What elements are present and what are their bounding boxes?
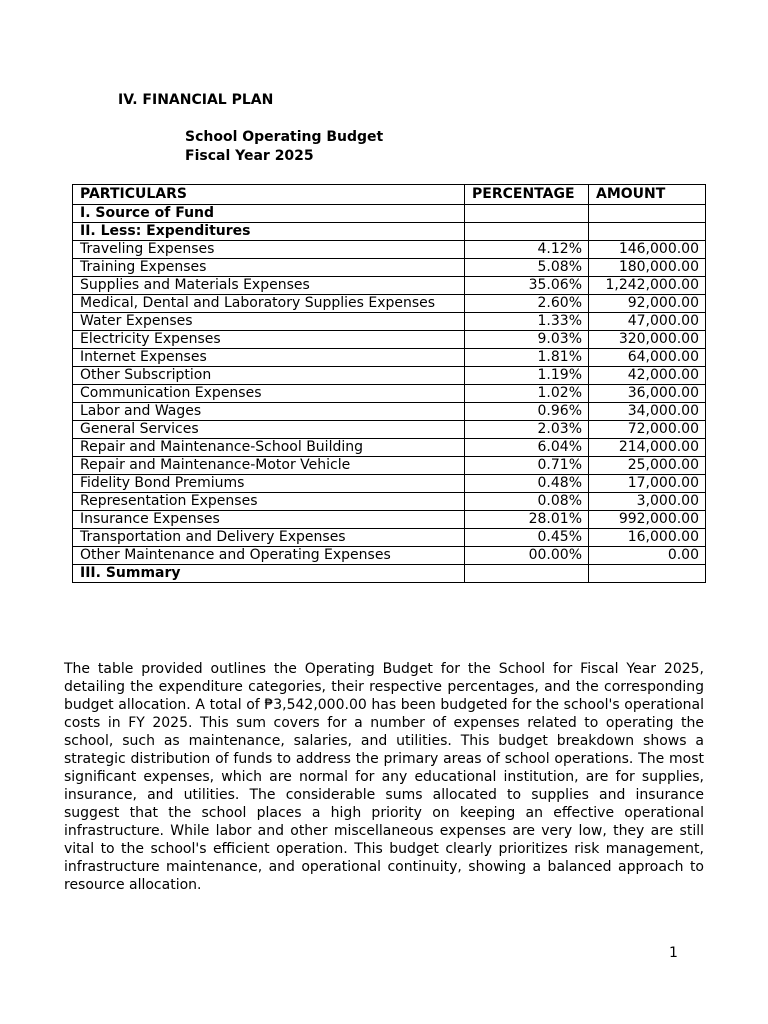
cell-particulars: II. Less: Expenditures [73, 223, 465, 241]
table-row [73, 349, 706, 367]
cell-amount: 47,000.00 [589, 313, 706, 331]
cell-percentage: 0.08% [465, 493, 589, 511]
cell-amount: 92,000.00 [589, 295, 706, 313]
cell-percentage [465, 205, 589, 223]
cell-amount: 64,000.00 [589, 349, 706, 367]
cell-amount: 320,000.00 [589, 331, 706, 349]
table-row [73, 223, 706, 241]
table-row [73, 493, 706, 511]
cell-percentage [465, 223, 589, 241]
table-row [73, 259, 706, 277]
cell-particulars: Medical, Dental and Laboratory Supplies Expenses [73, 295, 465, 313]
table-row [73, 295, 706, 313]
table-row [73, 421, 706, 439]
cell-particulars: Internet Expenses [73, 349, 465, 367]
cell-percentage: 0.71% [465, 457, 589, 475]
table-row [73, 439, 706, 457]
table-row [73, 367, 706, 385]
table-header-row [73, 185, 706, 205]
budget-table [72, 184, 706, 583]
table-row [73, 205, 706, 223]
cell-amount: 1,242,000.00 [589, 277, 706, 295]
table-body [73, 205, 706, 583]
cell-particulars: Training Expenses [73, 259, 465, 277]
cell-percentage: 35.06% [465, 277, 589, 295]
cell-particulars: Repair and Maintenance-School Building [73, 439, 465, 457]
cell-amount: 16,000.00 [589, 529, 706, 547]
cell-percentage [465, 565, 589, 583]
cell-particulars: Repair and Maintenance-Motor Vehicle [73, 457, 465, 475]
table-row [73, 385, 706, 403]
cell-particulars: Supplies and Materials Expenses [73, 277, 465, 295]
cell-percentage: 1.19% [465, 367, 589, 385]
cell-particulars: Fidelity Bond Premiums [73, 475, 465, 493]
table-row [73, 277, 706, 295]
table-row [73, 511, 706, 529]
header-percentage: PERCENTAGE [465, 185, 589, 205]
header-amount: AMOUNT [589, 185, 706, 205]
section-heading: IV. FINANCIAL PLAN [118, 92, 274, 108]
header-particulars: PARTICULARS [73, 185, 465, 205]
cell-percentage: 0.48% [465, 475, 589, 493]
fiscal-year: Fiscal Year 2025 [185, 148, 314, 164]
table-row [73, 529, 706, 547]
cell-amount: 180,000.00 [589, 259, 706, 277]
cell-amount: 3,000.00 [589, 493, 706, 511]
budget-title: School Operating Budget [185, 129, 384, 145]
cell-percentage: 1.33% [465, 313, 589, 331]
cell-percentage: 2.03% [465, 421, 589, 439]
cell-amount: 42,000.00 [589, 367, 706, 385]
table-row [73, 331, 706, 349]
table-row [73, 547, 706, 565]
cell-amount [589, 565, 706, 583]
cell-percentage: 1.02% [465, 385, 589, 403]
cell-particulars: I. Source of Fund [73, 205, 465, 223]
cell-percentage: 0.96% [465, 403, 589, 421]
table-row [73, 565, 706, 583]
cell-amount: 36,000.00 [589, 385, 706, 403]
cell-percentage: 00.00% [465, 547, 589, 565]
cell-amount: 34,000.00 [589, 403, 706, 421]
cell-percentage: 4.12% [465, 241, 589, 259]
cell-percentage: 0.45% [465, 529, 589, 547]
cell-percentage: 5.08% [465, 259, 589, 277]
cell-percentage: 28.01% [465, 511, 589, 529]
cell-particulars: Insurance Expenses [73, 511, 465, 529]
table-row [73, 241, 706, 259]
cell-amount: 0.00 [589, 547, 706, 565]
cell-particulars: Traveling Expenses [73, 241, 465, 259]
cell-percentage: 6.04% [465, 439, 589, 457]
cell-particulars: Water Expenses [73, 313, 465, 331]
cell-particulars: Other Subscription [73, 367, 465, 385]
cell-particulars: Other Maintenance and Operating Expenses [73, 547, 465, 565]
cell-amount: 25,000.00 [589, 457, 706, 475]
cell-amount: 214,000.00 [589, 439, 706, 457]
table-row [73, 457, 706, 475]
cell-amount: 146,000.00 [589, 241, 706, 259]
cell-particulars: III. Summary [73, 565, 465, 583]
cell-amount: 992,000.00 [589, 511, 706, 529]
cell-percentage: 9.03% [465, 331, 589, 349]
cell-amount [589, 223, 706, 241]
budget-title-block [185, 128, 383, 166]
table-row [73, 403, 706, 421]
cell-amount: 72,000.00 [589, 421, 706, 439]
page-number: 1 [669, 945, 678, 961]
cell-particulars: Representation Expenses [73, 493, 465, 511]
cell-percentage: 1.81% [465, 349, 589, 367]
cell-percentage: 2.60% [465, 295, 589, 313]
cell-amount [589, 205, 706, 223]
cell-amount: 17,000.00 [589, 475, 706, 493]
cell-particulars: Electricity Expenses [73, 331, 465, 349]
cell-particulars: Communication Expenses [73, 385, 465, 403]
table-row [73, 475, 706, 493]
cell-particulars: Labor and Wages [73, 403, 465, 421]
cell-particulars: Transportation and Delivery Expenses [73, 529, 465, 547]
cell-particulars: General Services [73, 421, 465, 439]
table-row [73, 313, 706, 331]
budget-description: The table provided outlines the Operating Budget for the School for Fiscal Year 2025, detailing the expenditure categories, their respective percentages, and the corresponding budget allocation. A total of ₱3,542,000.00 has been budgeted for the school's operational costs in FY 2025. This sum covers for a number of expenses related to operating the school, such as maintenance, salaries, and utilities. This budget breakdown shows a strategic distribution of funds to address the primary areas of school operations. The most significant expenses, which are normal for any educational institution, are for supplies, insurance, and utilities. The considerable sums allocated to supplies and insurance suggest that the school places a high priority on keeping an effective operational infrastructure. While labor and other miscellaneous expenses are very low, they are still vital to the school's efficient operation. This budget clearly prioritizes risk management, infrastructure maintenance, and operational continuity, showing a balanced approach to resource allocation. [64, 661, 704, 893]
